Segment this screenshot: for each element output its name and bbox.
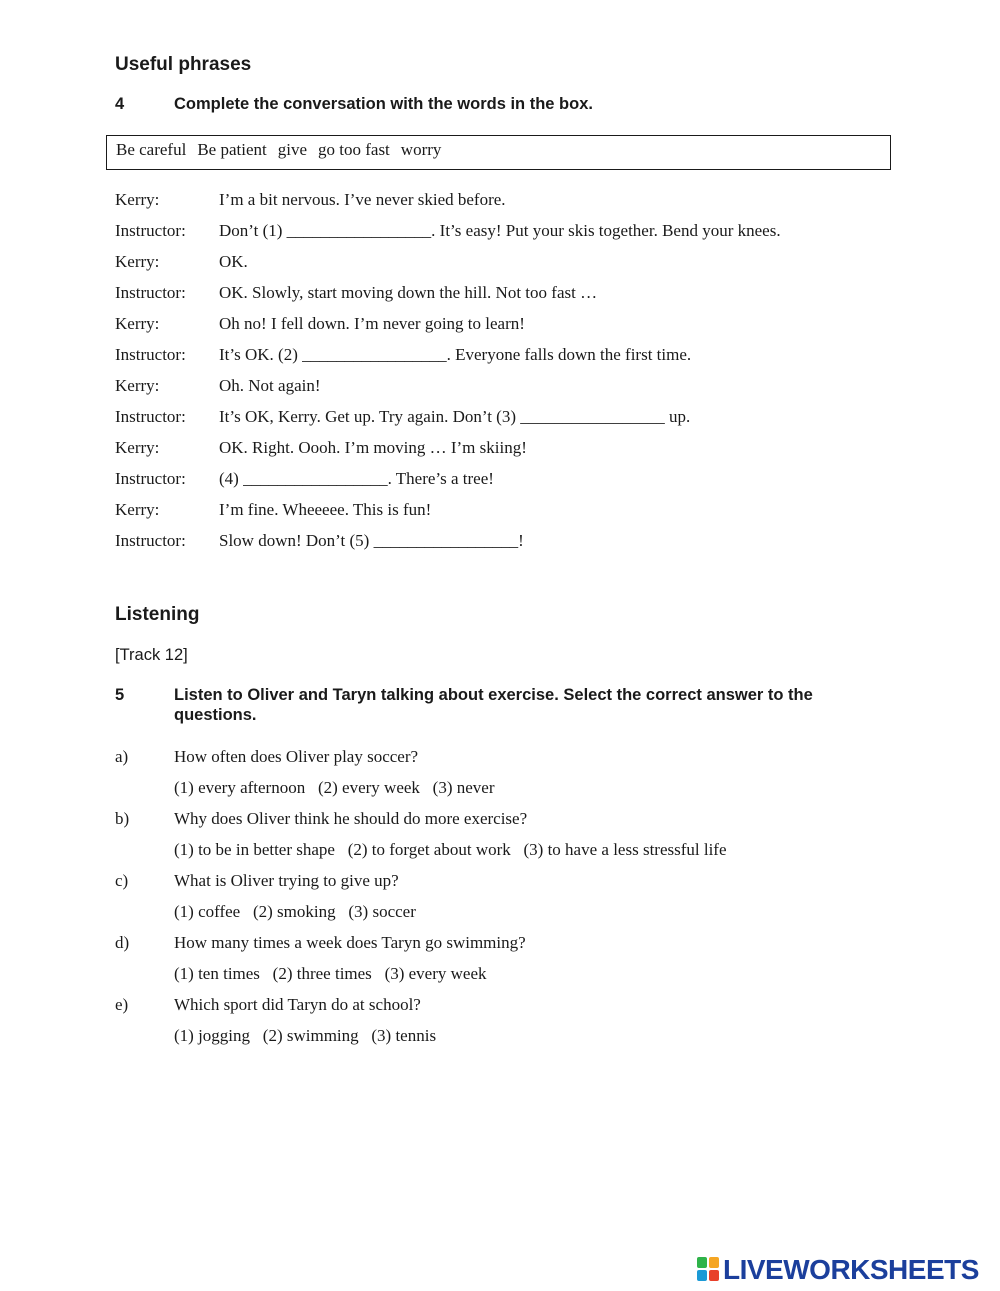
answer-option[interactable]: (2) swimming [262,1026,359,1045]
dialogue-line: OK. [219,252,248,271]
answer-option[interactable]: (1) to be in better shape [174,840,335,859]
dialogue-line: OK. Slowly, start moving down the hill. Not too fast … [219,283,598,302]
track-label: [Track 12] [115,646,188,664]
answer-option[interactable]: (1) jogging [174,1026,251,1045]
question-options [174,840,727,860]
liveworksheets-logo-icon [697,1257,721,1283]
answer-option[interactable]: (3) soccer [348,902,416,921]
word-box-item: Be careful [116,140,187,159]
exercise-instruction: Complete the conversation with the words in the box. [174,95,593,113]
answer-option[interactable]: (3) never [432,778,495,797]
dialogue-line: It’s OK, Kerry. Get up. Try again. Don’t (3) _________________ up. [219,407,691,426]
question-text: Which sport did Taryn do at school? [174,995,421,1014]
exercise-number: 5 [115,686,125,704]
dialogue-speaker: Instructor: [115,345,186,364]
exercise-instruction-continued: questions. [174,706,257,724]
question-options [174,778,495,798]
exercise-number: 4 [115,95,125,113]
liveworksheets-logo [697,1254,979,1286]
word-box-list [116,140,452,160]
dialogue-line: Slow down! Don’t (5) _________________! [219,531,524,550]
question-text: Why does Oliver think he should do more exercise? [174,809,528,828]
dialogue-speaker: Instructor: [115,221,186,240]
dialogue-line: I’m a bit nervous. I’ve never skied before. [219,190,506,209]
answer-option[interactable]: (3) every week [384,964,487,983]
dialogue-speaker: Kerry: [115,500,160,519]
question-letter: b) [115,809,130,828]
answer-option[interactable]: (2) smoking [252,902,336,921]
answer-option[interactable]: (2) three times [272,964,372,983]
question-options [174,902,416,922]
word-box-item: worry [400,140,442,159]
dialogue-line: (4) _________________. There’s a tree! [219,469,494,488]
answer-option[interactable]: (1) every afternoon [174,778,306,797]
question-text: How many times a week does Taryn go swimming? [174,933,526,952]
dialogue-line: Don’t (1) _________________. It’s easy! Put your skis together. Bend your knees. [219,221,781,240]
question-letter: e) [115,995,129,1014]
word-box-item: go too fast [318,140,390,159]
exercise-instruction: Listen to Oliver and Taryn talking about exercise. Select the correct answer to the [174,686,813,704]
dialogue-speaker: Instructor: [115,283,186,302]
dialogue-speaker: Kerry: [115,376,160,395]
dialogue-line: Oh no! I fell down. I’m never going to learn! [219,314,525,333]
dialogue-speaker: Instructor: [115,531,186,550]
logo-text: LIVEWORKSHEETS [723,1254,979,1285]
dialogue-speaker: Kerry: [115,252,160,271]
dialogue-speaker: Kerry: [115,314,160,333]
section-heading-listening: Listening [115,604,200,625]
dialogue-line: Oh. Not again! [219,376,321,395]
question-options [174,964,487,984]
question-letter: c) [115,871,129,890]
answer-option[interactable]: (3) tennis [371,1026,437,1045]
dialogue-line: I’m fine. Wheeeee. This is fun! [219,500,432,519]
answer-option[interactable]: (1) coffee [174,902,241,921]
dialogue-speaker: Kerry: [115,190,160,209]
answer-option[interactable]: (2) to forget about work [347,840,511,859]
dialogue-line: It’s OK. (2) _________________. Everyone falls down the first time. [219,345,692,364]
dialogue-speaker: Instructor: [115,407,186,426]
dialogue-speaker: Instructor: [115,469,186,488]
dialogue-line: OK. Right. Oooh. I’m moving … I’m skiing! [219,438,527,457]
section-heading-useful-phrases: Useful phrases [115,54,252,75]
question-letter: a) [115,747,129,766]
question-options [174,1026,436,1046]
question-text: What is Oliver trying to give up? [174,871,399,890]
dialogue-speaker: Kerry: [115,438,160,457]
answer-option[interactable]: (3) to have a less stressful life [523,840,727,859]
question-letter: d) [115,933,130,952]
question-text: How often does Oliver play soccer? [174,747,419,766]
word-box [106,135,891,170]
answer-option[interactable]: (2) every week [317,778,420,797]
answer-option[interactable]: (1) ten times [174,964,260,983]
word-box-item: give [277,140,308,159]
word-box-item: Be patient [197,140,267,159]
